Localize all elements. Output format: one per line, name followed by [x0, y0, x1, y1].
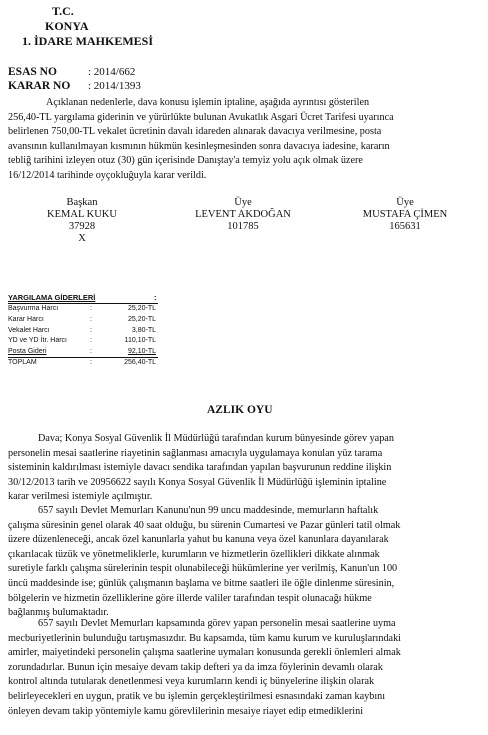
dissent-paragraph-2 — [8, 504, 478, 621]
dissent-paragraph-1 — [8, 432, 478, 505]
cost-name: Karar Harcı — [8, 315, 44, 323]
header-city: KONYA — [45, 19, 89, 33]
signature-name: MUSTAFA ÇİMEN — [362, 209, 448, 220]
dissent-line: kontrol altında tutularak denetlenmesi veya kurumların kendi iç bünyelerine ilişkin olarak — [8, 676, 375, 688]
dissent-line: mecburiyetlerinin bulunduğu tartışmasızdır. Bu kapsamda, tüm kamu kurum ve kuruluşlarındaki — [8, 632, 401, 644]
cost-row — [8, 335, 158, 346]
costs-title-colon: : — [154, 292, 157, 302]
decision-line: 256,40-TL yargılama giderinin ve yürürlükte bulunan Avukatlık Asgari Ücret Tarifesi uyarınca — [8, 111, 394, 123]
karar-value: : 2014/1393 — [88, 80, 141, 92]
cost-row — [8, 303, 158, 315]
cost-name: Başvurma Harcı — [8, 305, 59, 313]
signature-mark: X — [78, 233, 86, 244]
cost-row — [8, 346, 158, 357]
signature-role: Başkan — [66, 197, 98, 208]
header-tc: T.C. — [52, 4, 74, 18]
dissent-line: çıkarılacak tüzük ve yönetmeliklerle, kurumların ve hizmetlerin özellikleri dikkate alınmak — [8, 548, 380, 560]
dissent-line: üncü maddesinde ise; günlük çalışmanın başlama ve bitme saatleri ile öğle dinlenme süresinin, — [8, 577, 395, 589]
signature-president — [7, 197, 157, 245]
cost-colon: : — [90, 315, 92, 323]
dissent-title: AZLIK OYU — [207, 404, 273, 416]
cost-colon: : — [90, 337, 92, 345]
dissent-line: çalışma süresinin genel olarak 40 saat olduğu, bu sürenin Cumartesi ve Pazar günleri tatil olmak — [8, 519, 401, 531]
signature-member-1 — [168, 197, 318, 233]
dissent-line: üzere düzenleneceği, ancak özel kanunlarla yahut bu kanuna veya özel kanunlara dayanılarak — [8, 534, 389, 546]
cost-total-name: TOPLAM — [8, 359, 37, 367]
dissent-line: karar verilmesi istemiyle açılmıştır. — [8, 491, 153, 503]
dissent-line: bölgelerin ve hizmetin özelliklerine göre illerde valiler tarafından tespit olunacağı hükme — [8, 592, 372, 604]
decision-line: 16/12/2014 tarihinde oyçokluğuyla karar verildi. — [8, 169, 207, 181]
signature-id: 165631 — [389, 221, 421, 232]
cost-value: 25,20-TL — [127, 305, 156, 313]
dissent-line: personelin mesai saatlerine riayetinin sağlanması amacıyla uygulamaya konulan yüz tarama — [8, 447, 383, 459]
header-court: 1. İDARE MAHKEMESİ — [22, 34, 154, 48]
cost-total-row — [8, 357, 158, 369]
dissent-line: suretiyle farklı çalışma sürelerinin tespit olunabileceği hükümlerine yer verilmiş, Kanun'un 100 — [8, 563, 398, 575]
cost-total-value: 256,40-TL — [124, 359, 156, 367]
cost-value: 3,80-TL — [131, 326, 156, 334]
decision-paragraph — [8, 96, 478, 184]
dissent-line: zorundadırlar. Bunun için mesaiye devam takip defteri ya da imza föylerinin devamlı olarak — [8, 661, 383, 673]
cost-name: YD ve YD İtr. Harcı — [8, 337, 67, 345]
cost-value: 110,10-TL — [124, 337, 156, 345]
cost-value: 92,10-TL — [127, 347, 156, 355]
dissent-line: bağlanmış bulumaktadır. — [8, 607, 109, 619]
signature-role: Üye — [396, 197, 414, 208]
cost-value: 25,20-TL — [127, 315, 156, 323]
decision-line: belirlenen 750,00-TL vekalet ücretinin davalı idareden alınarak davacıya verilmesine, posta — [8, 126, 382, 138]
costs-table — [8, 292, 158, 368]
karar-label: KARAR NO — [8, 80, 71, 92]
signature-role: Üye — [234, 197, 252, 208]
cost-colon: : — [90, 305, 92, 313]
dissent-line: önleyen devam takip yöntemiyle kamu görevlilerinin mesaiye riayet edip etmediklerini — [8, 705, 364, 717]
esas-value: : 2014/662 — [88, 66, 136, 78]
cost-total-colon: : — [90, 359, 92, 367]
cost-name: Posta Gideri — [8, 347, 47, 355]
decision-line: avansının kullanılmayan kısmının hükmün kesinleşmesinden sonra davacıya iadesine, kararın — [8, 140, 390, 152]
cost-row — [8, 325, 158, 336]
signature-id: 37928 — [68, 221, 96, 232]
dissent-line: 657 sayılı Devlet Memurları Kanunu'nun 99 uncu maddesinde, memurların haftalık — [38, 505, 379, 516]
dissent-line: sisteminin kaldırılması istemiyle davacı sendika tarafından yapılan başvurunun reddine ilişkin — [8, 462, 392, 474]
dissent-line: 30/12/2013 tarih ve 20956622 sayılı Konya Sosyal Güvenlik İl Müdürlüğü işleminin iptaline — [8, 476, 387, 488]
signature-id: 101785 — [227, 221, 259, 232]
dissent-line: amirler, maiyetindeki personelin çalışma saatlerine uymaları konusunda gerekli önlemleri almak — [8, 647, 401, 659]
cost-name: Vekalet Harcı — [8, 326, 50, 334]
decision-line: tebliğ tarihini izleyen otuz (30) gün içerisinde Danıştay'a temyiz yolu açık olmak üzere — [8, 155, 363, 167]
dissent-line: 657 sayılı Devlet Memurları kapsamında görev yapan personelin mesai saatlerine uyma — [38, 618, 396, 629]
dissent-line: belirleyecekleri en uygun, pratik ve bu işlemin gerçekleştirilmesi esnasındaki zaman kaybını — [8, 690, 386, 702]
cost-colon: : — [90, 347, 92, 355]
cost-colon: : — [90, 326, 92, 334]
costs-title-row — [8, 292, 158, 303]
signature-name: KEMAL KUKU — [47, 209, 117, 220]
esas-label: ESAS NO — [8, 66, 57, 78]
decision-line: Açıklanan nedenlerle, dava konusu işlemin iptaline, aşağıda ayrıntısı gösterilen — [46, 97, 370, 108]
signature-name: LEVENT AKDOĞAN — [195, 209, 291, 220]
costs-title: YARGILAMA GİDERLERİ — [8, 292, 96, 302]
dissent-paragraph-3 — [8, 617, 478, 719]
cost-row — [8, 314, 158, 325]
signature-member-2 — [330, 197, 480, 233]
dissent-line: Dava; Konya Sosyal Güvenlik İl Müdürlüğü tarafından kurum bünyesinde görev yapan — [38, 433, 394, 444]
